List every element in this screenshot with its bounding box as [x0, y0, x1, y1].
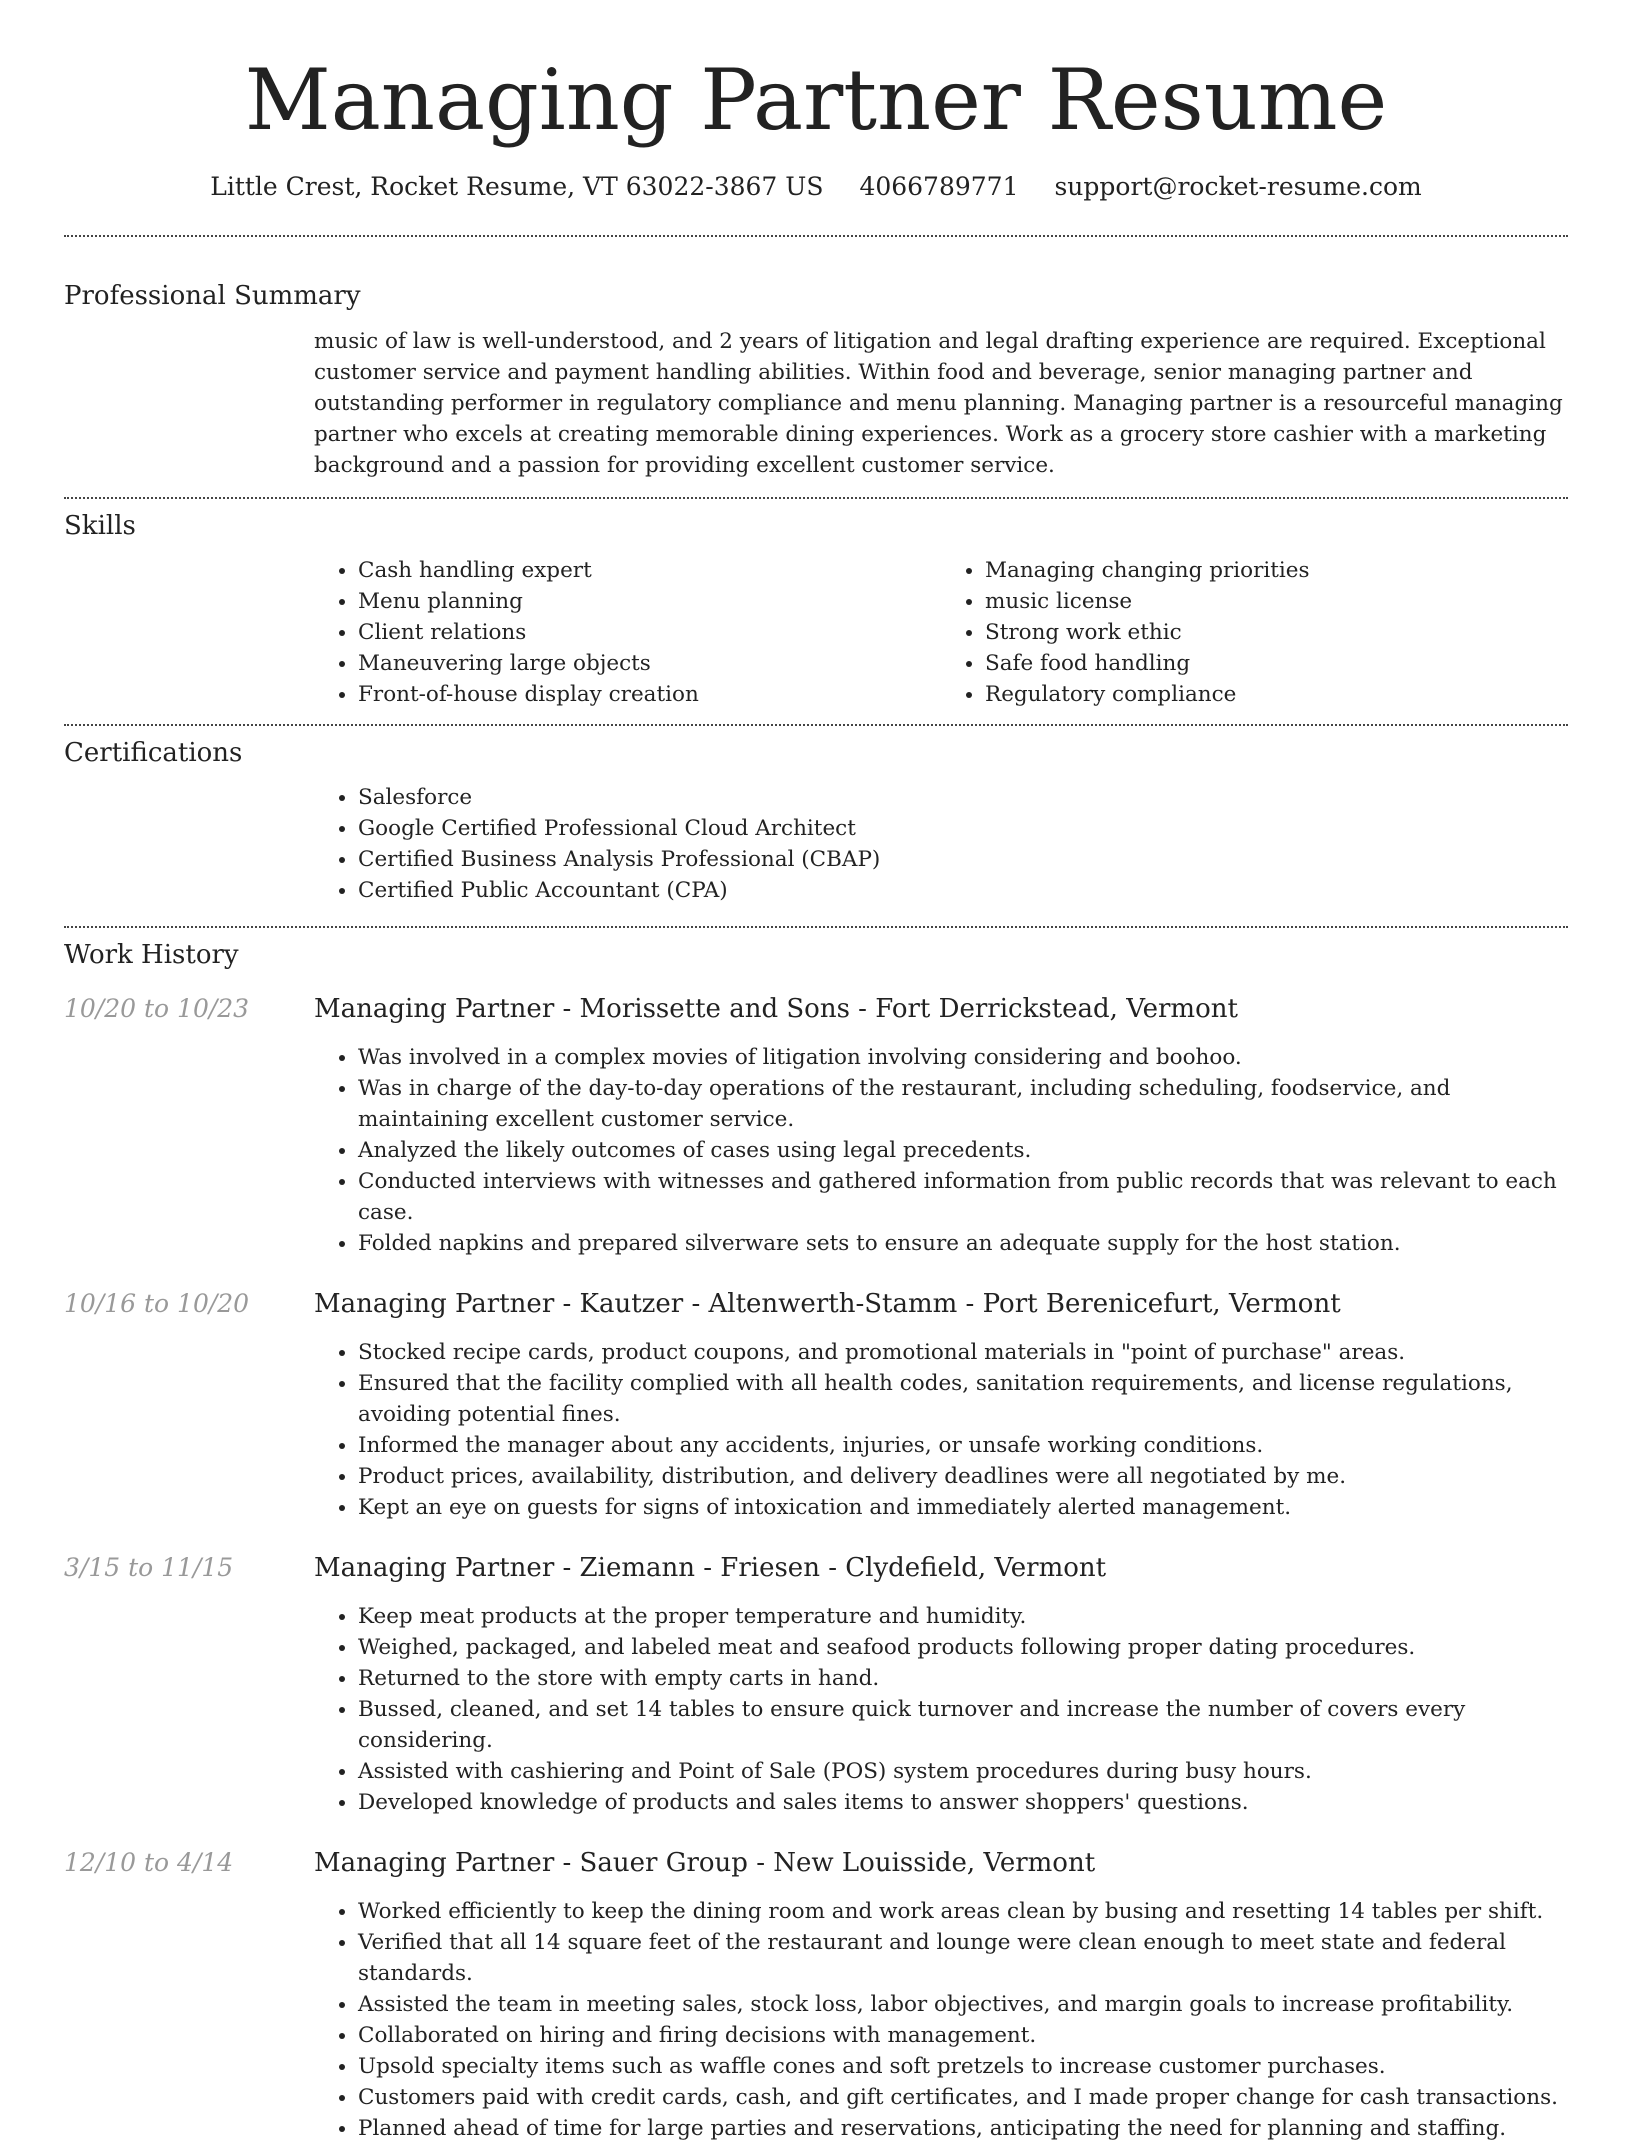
list-item: • Conducted interviews with witnesses and gathered information from public records that was relevant to each case. — [358, 1166, 1568, 1228]
resume-page — [64, 0, 1568, 2144]
list-item: • Strong work ethic — [985, 617, 1568, 648]
list-item: • Informed the manager about any accidents, injuries, or unsafe working conditions. — [358, 1430, 1568, 1461]
job-title: Managing Partner - Morissette and Sons - Fort Derrickstead, Vermont — [314, 994, 1238, 1024]
divider — [64, 724, 1568, 726]
list-item: • Front-of-house display creation — [358, 679, 941, 710]
list-item: • Upsold specialty items such as waffle cones and soft pretzels to increase customer purchases. — [358, 2051, 1568, 2082]
contact-email: support@rocket-resume.com — [1054, 172, 1422, 201]
list-item: • Certified Business Analysis Professional (CBAP) — [358, 844, 1568, 875]
job-dates: 3/15 to 11/15 — [64, 1553, 234, 1582]
section-heading-summary: Professional Summary — [64, 281, 361, 311]
list-item: • music license — [985, 586, 1568, 617]
job-dates: 10/20 to 10/23 — [64, 994, 250, 1023]
job-dates: 10/16 to 10/20 — [64, 1289, 250, 1318]
job-entry — [64, 1553, 1568, 1818]
list-item: • Weighed, packaged, and labeled meat and seafood products following proper dating procedures. — [358, 1632, 1568, 1663]
list-item: • Stocked recipe cards, product coupons, and promotional materials in "point of purchase" areas. — [358, 1337, 1568, 1368]
list-item: • Verified that all 14 square feet of the restaurant and lounge were clean enough to meet state and federal standards. — [358, 1927, 1568, 1989]
divider — [64, 497, 1568, 499]
contact-address: Little Crest, Rocket Resume, VT 63022-3867 US — [210, 172, 824, 201]
list-item: • Maneuvering large objects — [358, 648, 941, 679]
divider — [64, 926, 1568, 928]
job-bullets — [314, 1601, 1568, 1818]
list-item: • Returned to the store with empty carts in hand. — [358, 1663, 1568, 1694]
job-bullets — [314, 1896, 1568, 2144]
list-item: • Keep meat products at the proper temperature and humidity. — [358, 1601, 1568, 1632]
divider — [64, 235, 1568, 237]
job-entry — [64, 994, 1568, 1259]
list-item: • Planned ahead of time for large parties and reservations, anticipating the need for planning and staffing. — [358, 2113, 1568, 2144]
list-item: • Bussed, cleaned, and set 14 tables to ensure quick turnover and increase the number of covers every considering. — [358, 1694, 1568, 1756]
list-item: • Customers paid with credit cards, cash, and gift certificates, and I made proper change for cash transactions. — [358, 2082, 1568, 2113]
job-title: Managing Partner - Sauer Group - New Louisside, Vermont — [314, 1848, 1096, 1878]
list-item: • Google Certified Professional Cloud Architect — [358, 813, 1568, 844]
list-item: • Menu planning — [358, 586, 941, 617]
certifications-list — [314, 782, 1568, 906]
resume-title: Managing Partner Resume — [244, 51, 1388, 149]
list-item: • Was involved in a complex movies of litigation involving considering and boohoo. — [358, 1042, 1568, 1073]
job-title: Managing Partner - Kautzer - Altenwerth-Stamm - Port Berenicefurt, Vermont — [314, 1289, 1341, 1319]
section-heading-skills: Skills — [64, 511, 136, 541]
list-item: • Client relations — [358, 617, 941, 648]
job-bullets — [314, 1042, 1568, 1259]
job-bullets — [314, 1337, 1568, 1523]
contact-phone: 4066789771 — [859, 172, 1019, 201]
list-item: • Folded napkins and prepared silverware sets to ensure an adequate supply for the host station. — [358, 1228, 1568, 1259]
list-item: • Worked efficiently to keep the dining room and work areas clean by busing and resetting 14 tables per shift. — [358, 1896, 1568, 1927]
list-item: • Was in charge of the day-to-day operations of the restaurant, including scheduling, foodservice, and maintaining excellent customer service. — [358, 1073, 1568, 1135]
list-item: • Cash handling expert — [358, 555, 941, 586]
list-item: • Ensured that the facility complied with all health codes, sanitation requirements, and license regulations, avoiding potential fines. — [358, 1368, 1568, 1430]
list-item: • Collaborated on hiring and firing decisions with management. — [358, 2020, 1568, 2051]
skills-list-right — [941, 555, 1568, 710]
list-item: • Product prices, availability, distribution, and delivery deadlines were all negotiated by me. — [358, 1461, 1568, 1492]
section-heading-work-history: Work History — [64, 940, 239, 970]
list-item: • Assisted the team in meeting sales, stock loss, labor objectives, and margin goals to increase profitability. — [358, 1989, 1568, 2020]
job-title: Managing Partner - Ziemann - Friesen - Clydefield, Vermont — [314, 1553, 1107, 1583]
contact-line — [64, 172, 1568, 201]
job-entry — [64, 1848, 1568, 2144]
section-heading-certifications: Certifications — [64, 738, 243, 768]
list-item: • Kept an eye on guests for signs of intoxication and immediately alerted management. — [358, 1492, 1568, 1523]
list-item: • Certified Public Accountant (CPA) — [358, 875, 1568, 906]
list-item: • Assisted with cashiering and Point of Sale (POS) system procedures during busy hours. — [358, 1756, 1568, 1787]
job-entry — [64, 1289, 1568, 1523]
skills-list-left — [314, 555, 941, 710]
list-item: • Salesforce — [358, 782, 1568, 813]
list-item: • Safe food handling — [985, 648, 1568, 679]
list-item: • Regulatory compliance — [985, 679, 1568, 710]
list-item: • Analyzed the likely outcomes of cases using legal precedents. — [358, 1135, 1568, 1166]
list-item: • Managing changing priorities — [985, 555, 1568, 586]
job-dates: 12/10 to 4/14 — [64, 1848, 234, 1877]
list-item: • Developed knowledge of products and sales items to answer shoppers' questions. — [358, 1787, 1568, 1818]
summary-text: music of law is well-understood, and 2 years of litigation and legal drafting experience are required. Exceptional customer service and payment handling abilities. Within food and beverage, senior managing partner and outstanding performer in regulatory compliance and menu planning. Managing partner is a resourceful managing partner who excels at creating memorable dining experiences. Work as a grocery store cashier with a marketing background and a passion for providing excellent customer service. — [314, 329, 1563, 478]
